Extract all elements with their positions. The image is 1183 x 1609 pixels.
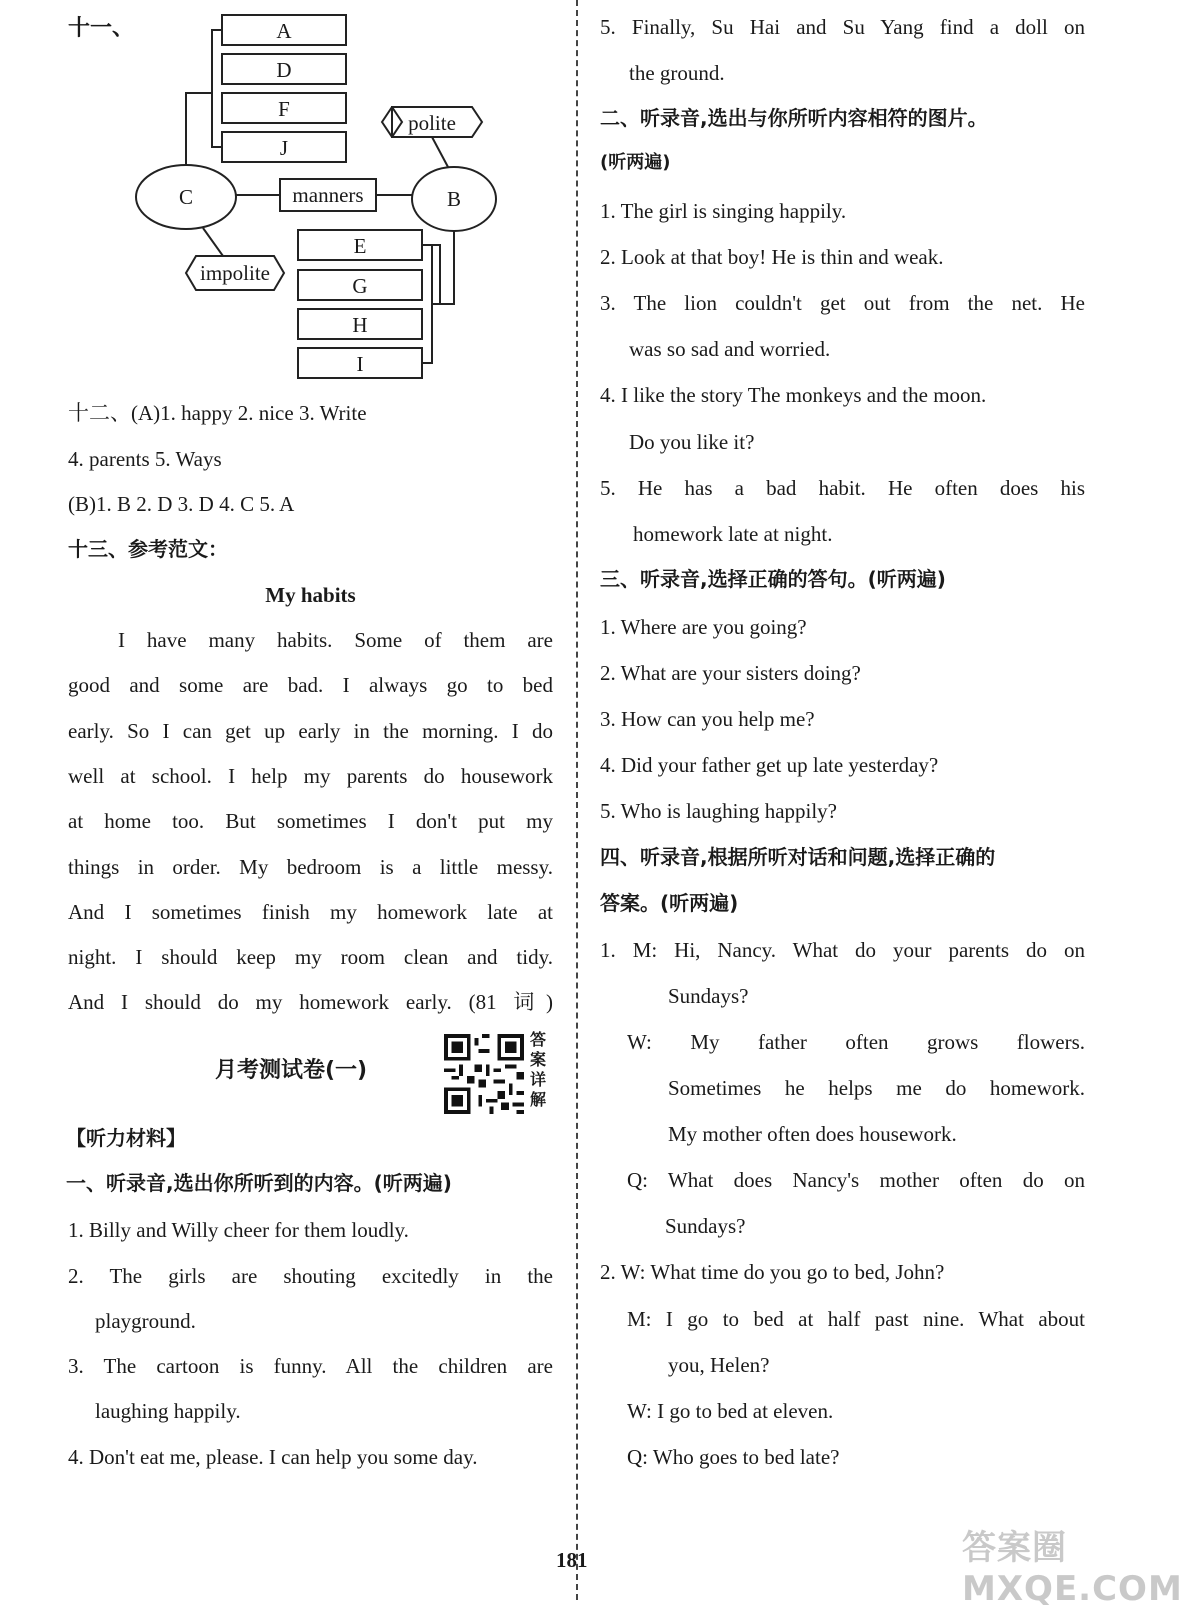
sec2-line: 5. He has a bad habit. He often does his	[600, 476, 1085, 500]
sec4-line: W: My father often grows flowers.	[627, 1030, 1085, 1054]
sec4-line: Sundays?	[665, 1214, 746, 1238]
section-3-title: 三、听录音,选择正确的答句。(听两遍)	[600, 567, 946, 591]
sec4-line: W: I go to bed at eleven.	[627, 1399, 834, 1423]
sec1-line: 2. The girls are shouting excitedly in the	[68, 1264, 553, 1288]
sec1-line: playground.	[95, 1309, 196, 1333]
ellipse-right-label: B	[446, 187, 462, 211]
box-top-3: F	[278, 97, 290, 121]
essay-line: And I sometimes finish my homework late at	[68, 900, 553, 924]
box-top-4: J	[279, 136, 289, 160]
sec2-line: 4. I like the story The monkeys and the moon.	[600, 383, 987, 407]
sec3-line: 3. How can you help me?	[600, 707, 815, 731]
section-12-line-1: 十二、(A)1. happy 2. nice 3. Write	[68, 401, 367, 425]
sec1-line: 4. Don't eat me, please. I can help you some day.	[68, 1445, 478, 1469]
sec4-line: My mother often does housework.	[668, 1122, 957, 1146]
sec4-line: M: I go to bed at half past nine. What about	[627, 1307, 1085, 1331]
sec4-line: Q: What does Nancy's mother often do on	[627, 1168, 1085, 1192]
test-title: 月考测试卷(一)	[215, 1058, 368, 1083]
essay-line: I have many habits. Some of them are	[118, 628, 553, 652]
box-top-1: A	[276, 19, 292, 43]
sec2-line: Do you like it?	[629, 430, 755, 454]
listening-header: 【听力材料】	[66, 1126, 186, 1150]
sec4-line: Sometimes he helps me do homework.	[668, 1076, 1085, 1100]
box-bottom-2: G	[352, 274, 368, 298]
section-13-label: 十三、参考范文：	[68, 537, 228, 561]
watermark: 答案圈 MXQE.COM	[962, 1528, 1183, 1609]
sec1-line: 3. The cartoon is funny. All the children are	[68, 1354, 553, 1378]
sec4-line: Sundays?	[668, 984, 749, 1008]
sec4-line: 1. M: Hi, Nancy. What do your parents do on	[600, 938, 1085, 962]
box-bottom-1: E	[353, 234, 367, 258]
page-number: 181	[556, 1548, 588, 1572]
sec1-line: laughing happily.	[95, 1399, 241, 1423]
impolite-label: impolite	[200, 261, 270, 285]
section-2-title: 二、听录音,选出与你所听内容相符的图片。	[600, 106, 988, 130]
essay-line: early. So I can get up early in the morning. I do	[68, 719, 553, 743]
essay-line: And I should do my homework early. (81 词)	[68, 990, 553, 1014]
sec1-line: 1. Billy and Willy cheer for them loudly.	[68, 1218, 409, 1242]
sec3-line: 4. Did your father get up late yesterday?	[600, 753, 939, 777]
sec2-line: 1. The girl is singing happily.	[600, 199, 847, 223]
polite-label: polite	[408, 111, 456, 135]
section-12-line-2: 4. parents 5. Ways	[68, 447, 222, 471]
manners-diagram	[0, 0, 570, 400]
item5-line-b: the ground.	[629, 61, 725, 85]
essay-line: at home too. But sometimes I don't put my	[68, 809, 553, 833]
column-divider	[576, 0, 578, 1600]
essay-line: night. I should keep my room clean and tidy.	[68, 945, 553, 969]
section-11-label: 十一、	[68, 16, 135, 41]
essay-line: things in order. My bedroom is a little messy.	[68, 855, 553, 879]
box-top-2: D	[276, 58, 292, 82]
essay-title: My habits	[265, 583, 356, 607]
box-bottom-3: H	[352, 313, 368, 337]
sec2-line: homework late at night.	[633, 522, 833, 546]
qr-side-text: 答案详解	[530, 1030, 547, 1109]
section-12-line-3: (B)1. B 2. D 3. D 4. C 5. A	[68, 492, 295, 516]
sec4-line: you, Helen?	[668, 1353, 770, 1377]
essay-line: well at school. I help my parents do housework	[68, 764, 553, 788]
sec4-line: Q: Who goes to bed late?	[627, 1445, 840, 1469]
sec3-line: 1. Where are you going?	[600, 615, 807, 639]
section-1-title: 一、听录音,选出你所听到的内容。(听两遍)	[66, 1171, 452, 1195]
sec3-line: 2. What are your sisters doing?	[600, 661, 861, 685]
manners-label: manners	[292, 183, 364, 207]
sec4-line: 2. W: What time do you go to bed, John?	[600, 1260, 945, 1284]
qr-code[interactable]	[443, 1034, 525, 1114]
ellipse-left-label: C	[178, 185, 194, 209]
section-4-title-b: 答案。(听两遍)	[600, 891, 739, 915]
sec2-line: was so sad and worried.	[629, 337, 831, 361]
section-4-title-a: 四、听录音,根据所听对话和问题,选择正确的	[600, 845, 996, 869]
box-bottom-4: I	[356, 352, 364, 376]
essay-line: good and some are bad. I always go to bed	[68, 673, 553, 697]
sec3-line: 5. Who is laughing happily?	[600, 799, 837, 823]
item5-line-a: 5. Finally, Su Hai and Su Yang find a doll on	[600, 15, 1085, 39]
sec2-line: 3. The lion couldn't get out from the net. He	[600, 291, 1085, 315]
section-2-note: (听两遍)	[600, 152, 671, 173]
sec2-line: 2. Look at that boy! He is thin and weak.	[600, 245, 944, 269]
